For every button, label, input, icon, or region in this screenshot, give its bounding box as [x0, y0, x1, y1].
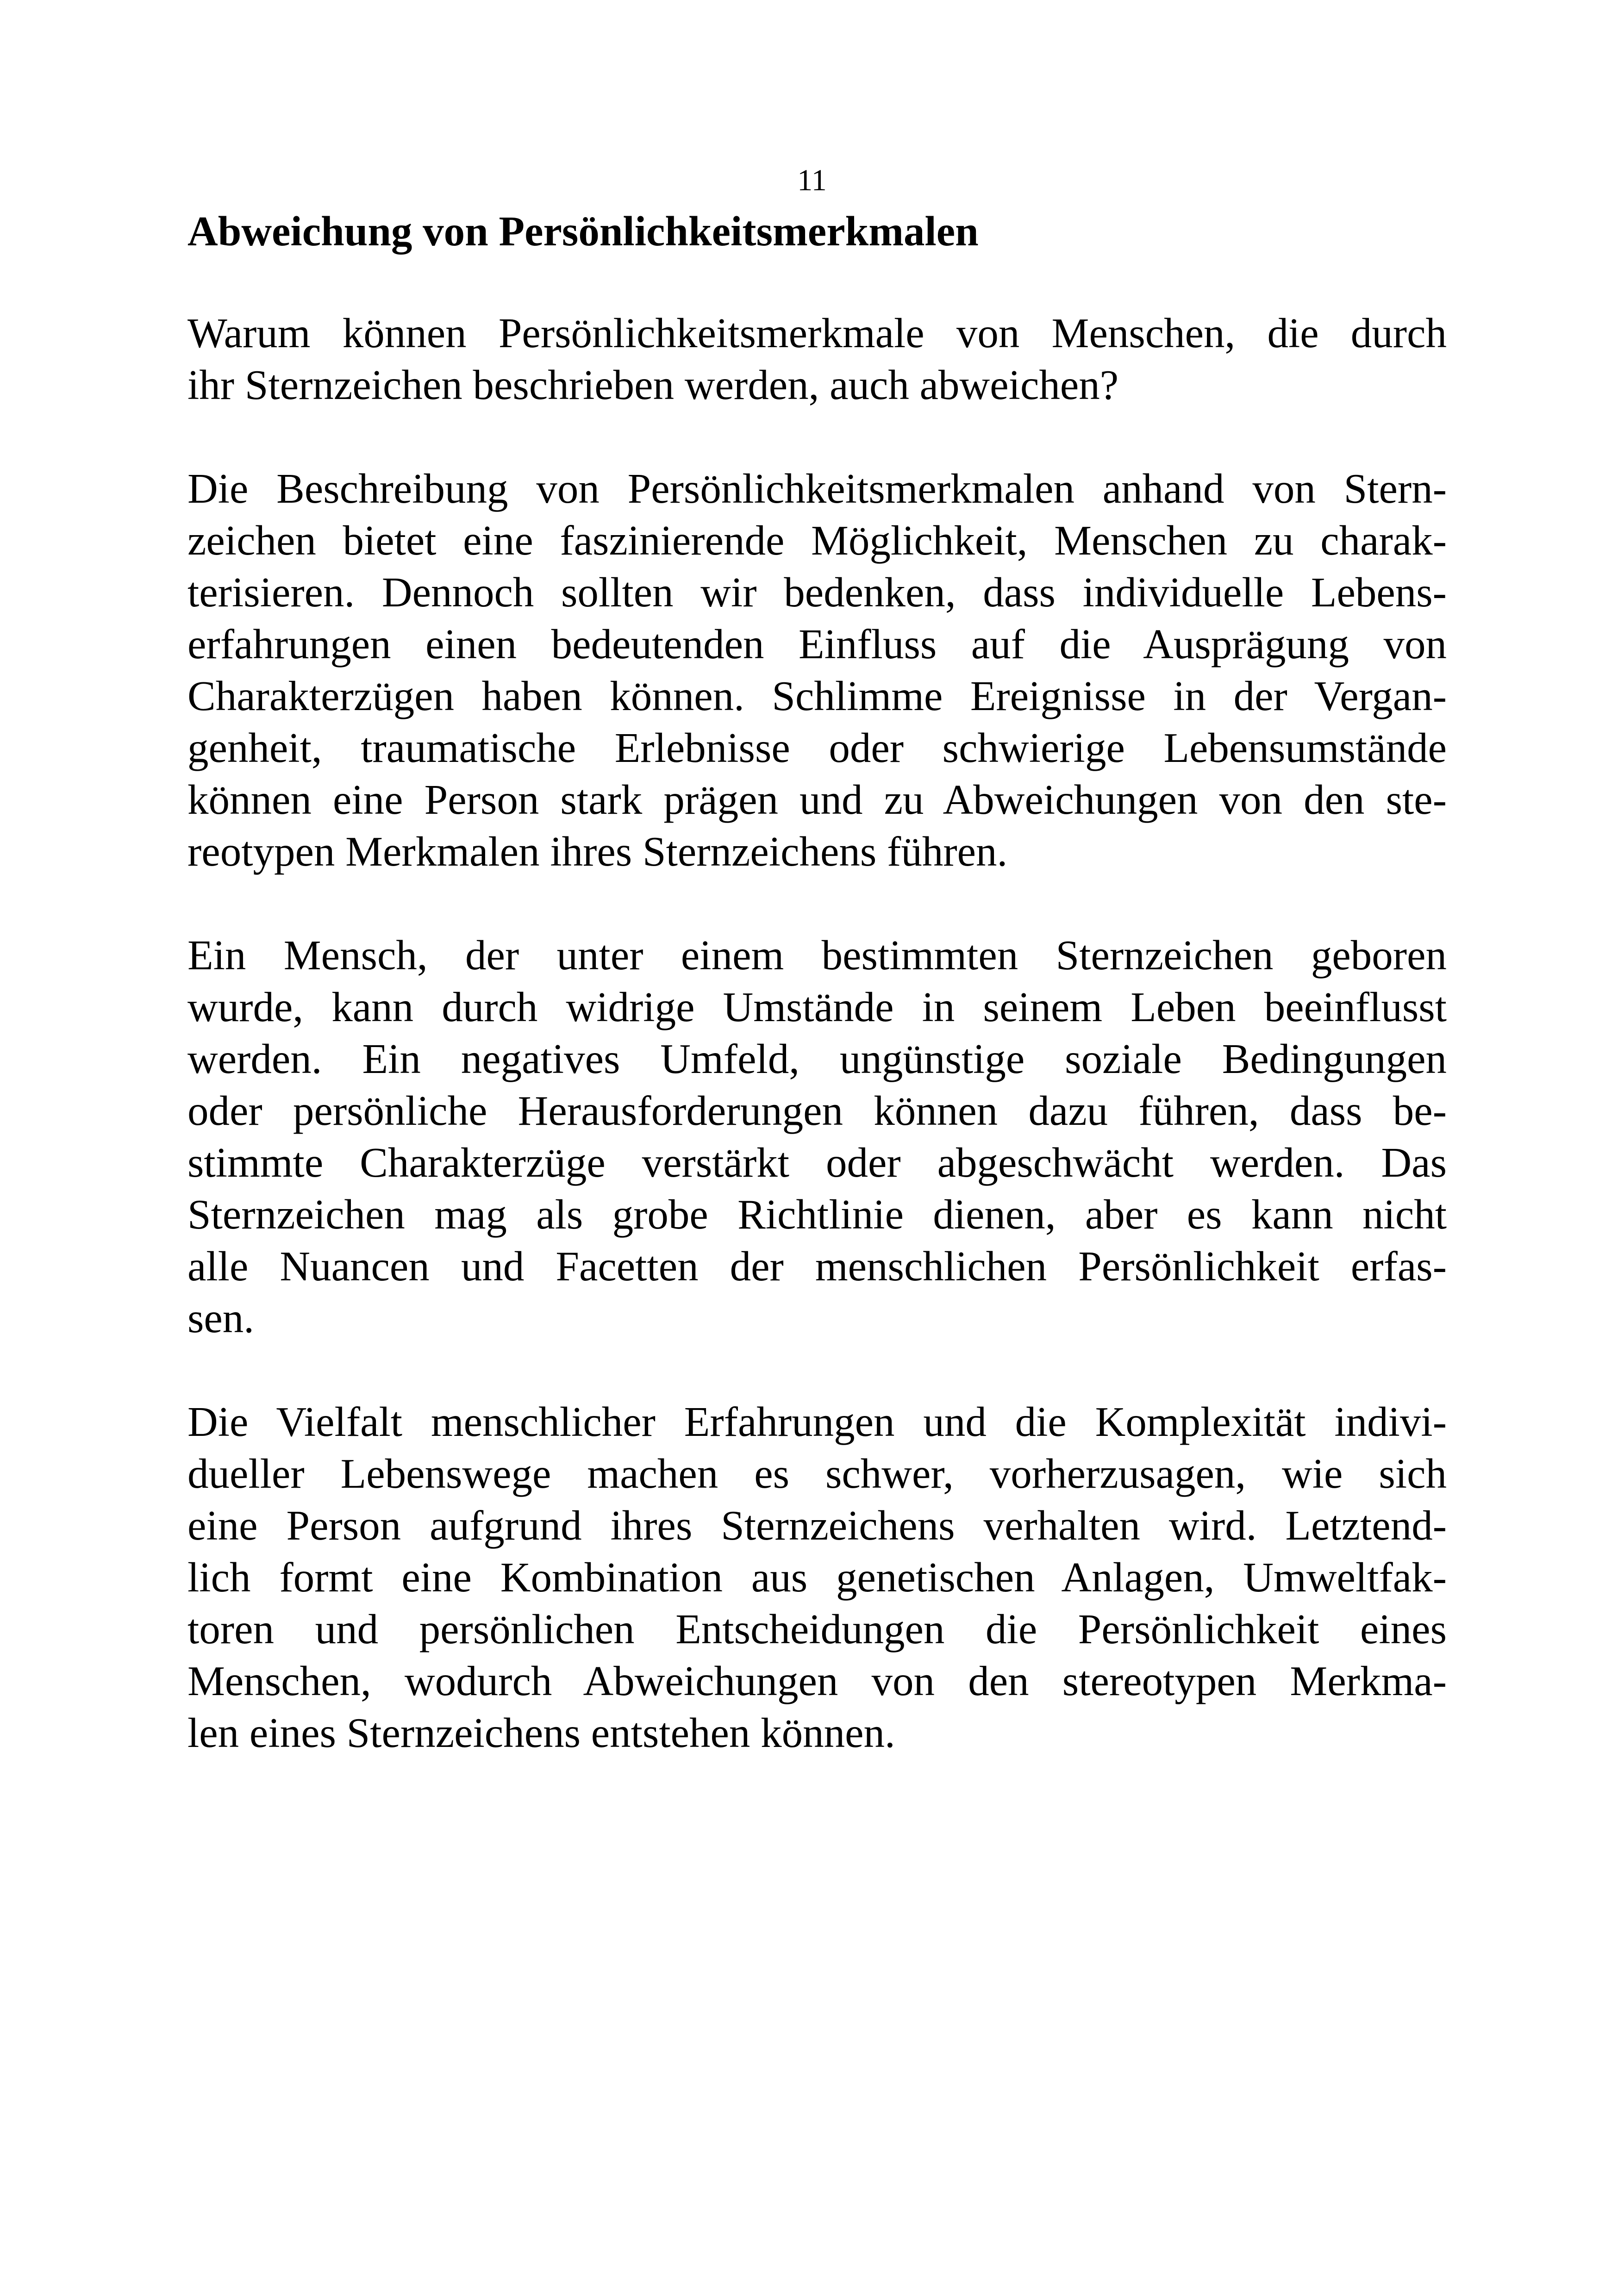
text-line: oder persönliche Herausforderungen können dazu führen, dass be-: [187, 1087, 1447, 1134]
text-line: können eine Person stark prägen und zu Abweichungen von den ste-: [187, 776, 1447, 823]
text-line: genheit, traumatische Erlebnisse oder schwierige Lebensumstände: [187, 724, 1447, 771]
text-line: erfahrungen einen bedeutenden Einfluss auf die Ausprägung von: [187, 621, 1447, 667]
text-line: reotypen Merkmalen ihres Sternzeichens führen.: [187, 828, 1008, 875]
text-line: zeichen bietet eine faszinierende Möglichkeit, Menschen zu charak-: [187, 517, 1447, 564]
paragraph: [187, 929, 1447, 1344]
text-line: Die Beschreibung von Persönlichkeitsmerkmalen anhand von Stern-: [187, 465, 1447, 512]
text-line: eine Person aufgrund ihres Sternzeichens verhalten wird. Letztend-: [187, 1502, 1447, 1549]
paragraph: [187, 1396, 1447, 1759]
text-line: Ein Mensch, der unter einem bestimmten Sternzeichen geboren: [187, 932, 1447, 979]
text-line: wurde, kann durch widrige Umstände in seinem Leben beeinflusst: [187, 984, 1447, 1030]
text-line: Die Vielfalt menschlicher Erfahrungen und die Komplexität indivi-: [187, 1398, 1447, 1445]
text-line: Menschen, wodurch Abweichungen von den stereotypen Merkma-: [187, 1658, 1447, 1704]
text-line: Warum können Persönlichkeitsmerkmale von Menschen, die durch: [187, 310, 1447, 356]
text-line: ihr Sternzeichen beschrieben werden, auch abweichen?: [187, 362, 1119, 408]
text-line: len eines Sternzeichens entstehen können.: [187, 1709, 895, 1756]
text-line: sen.: [187, 1295, 255, 1341]
text-line: Charakterzügen haben können. Schlimme Ereignisse in der Vergan-: [187, 673, 1447, 719]
text-line: lich formt eine Kombination aus genetischen Anlagen, Umweltfak-: [187, 1554, 1447, 1601]
paragraph: [187, 307, 1447, 411]
text-line: stimmte Charakterzüge verstärkt oder abgeschwächt werden. Das: [187, 1139, 1447, 1186]
text-line: alle Nuancen und Facetten der menschlichen Persönlichkeit erfas-: [187, 1243, 1447, 1290]
text-line: terisieren. Dennoch sollten wir bedenken, dass individuelle Lebens-: [187, 569, 1447, 616]
paragraph: [187, 463, 1447, 878]
text-line: dueller Lebenswege machen es schwer, vorherzusagen, wie sich: [187, 1450, 1447, 1497]
text-line: Sternzeichen mag als grobe Richtlinie dienen, aber es kann nicht: [187, 1191, 1447, 1238]
text-line: toren und persönlichen Entscheidungen die Persönlichkeit eines: [187, 1606, 1447, 1653]
text-line: werden. Ein negatives Umfeld, ungünstige soziale Bedingungen: [187, 1035, 1447, 1082]
body-text: [187, 307, 1447, 1811]
section-heading: Abweichung von Persönlichkeitsmerkmalen: [187, 208, 979, 255]
page-number: 11: [797, 163, 827, 197]
